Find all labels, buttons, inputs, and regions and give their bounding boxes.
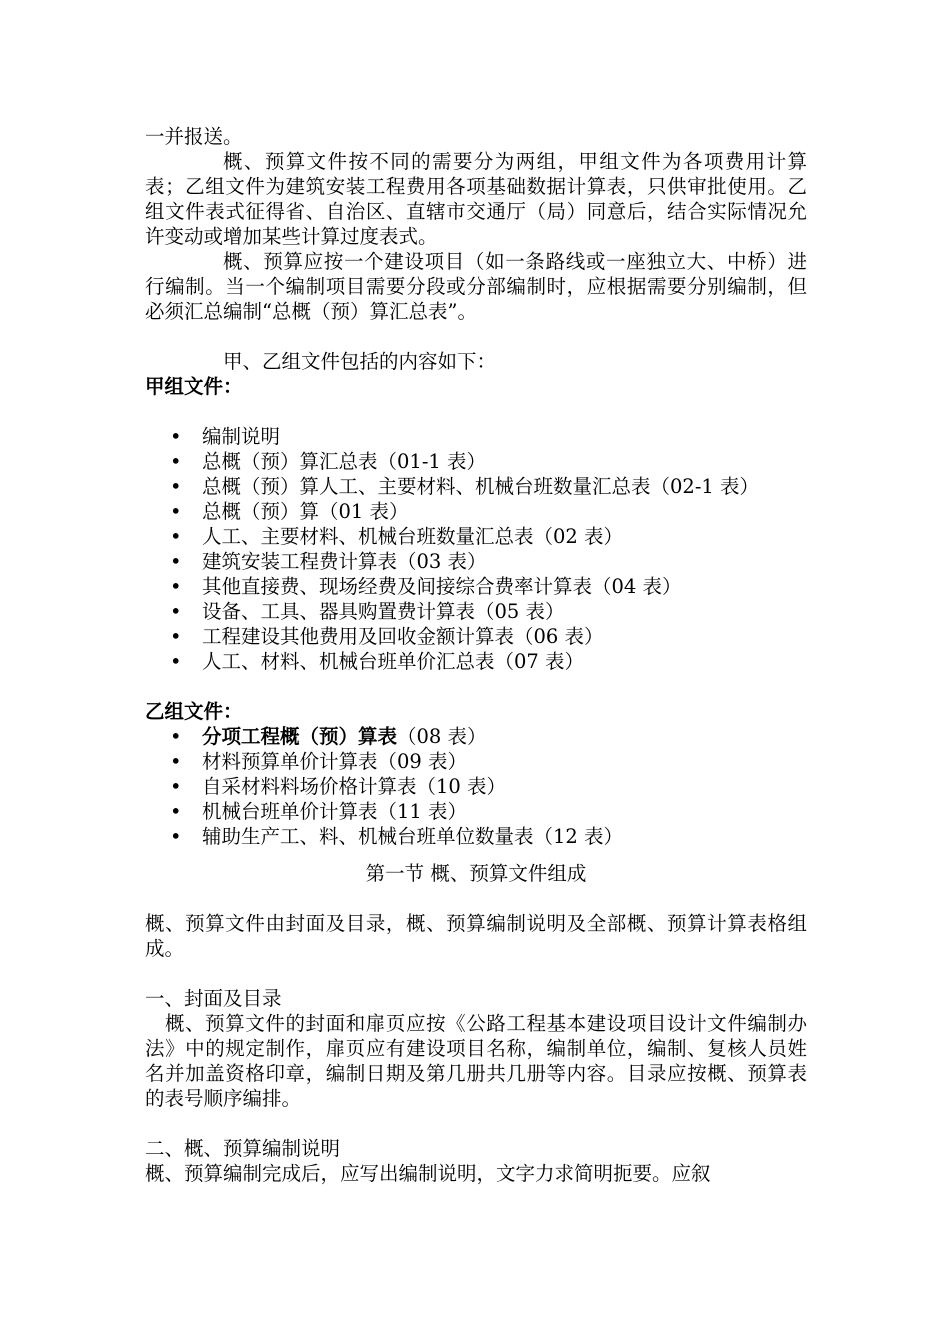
paragraph-composition: 概、预算文件由封面及目录，概、预算编制说明及全部概、预算计算表格组成。 <box>145 912 807 960</box>
list-item-text: 机械台班单价计算表（11 表） <box>202 800 468 823</box>
group-a-list <box>145 424 807 674</box>
list-item <box>145 524 807 549</box>
paragraph-cover: 概、预算文件的封面和扉页应按《公路工程基本建设项目设计文件编制办法》中的规定制作，扉页应有建设项目名称，编制单位，编制、复核人员姓名并加盖资格印章，编制日期及第几册共几册等内容。目录应按概、预算表的表号顺序编排。 <box>145 1012 807 1110</box>
list-item-text: 建筑安装工程费计算表（03 表） <box>202 550 487 573</box>
list-item-text: （08 表） <box>397 725 487 748</box>
list-item-text: 编制说明 <box>202 425 281 448</box>
list-item <box>145 599 807 624</box>
spacer <box>145 1111 807 1136</box>
list-item-text: 辅助生产工、料、机械台班单位数量表（12 表） <box>202 825 624 848</box>
group-a-heading: 甲组文件： <box>145 375 243 398</box>
spacer <box>145 886 807 911</box>
bullet-icon: • <box>170 800 182 823</box>
list-item <box>145 549 807 574</box>
paragraph-description: 概、预算编制完成后，应写出编制说明，文字力求简明扼要。应叙 <box>145 1162 711 1185</box>
list-item <box>145 724 807 749</box>
bullet-icon: • <box>170 750 182 773</box>
list-item-text: 工程建设其他费用及回收金额计算表（06 表） <box>202 625 604 648</box>
list-item <box>145 749 807 774</box>
list-item <box>145 424 807 449</box>
bullet-icon: • <box>170 475 182 498</box>
list-item <box>145 799 807 824</box>
bullet-icon: • <box>170 450 182 473</box>
subheading-description: 二、概、预算编制说明 <box>145 1137 341 1160</box>
list-item <box>145 774 807 799</box>
list-item <box>145 824 807 849</box>
list-item-text: 人工、主要材料、机械台班数量汇总表（02 表） <box>202 525 624 548</box>
bullet-icon: • <box>170 775 182 798</box>
document-body <box>145 124 807 1186</box>
list-item-text: 材料预算单价计算表（09 表） <box>202 750 468 773</box>
list-item-text: 人工、材料、机械台班单价汇总表（07 表） <box>202 650 585 673</box>
list-item-text: 总概（预）算汇总表（01-1 表） <box>202 450 487 473</box>
list-item-text: 设备、工具、器具购置费计算表（05 表） <box>202 600 565 623</box>
group-b-heading: 乙组文件： <box>145 700 243 723</box>
bullet-icon: • <box>170 550 182 573</box>
paragraph-continuation: 一并报送。 <box>145 125 243 148</box>
spacer <box>145 961 807 986</box>
bullet-icon: • <box>170 500 182 523</box>
list-item <box>145 449 807 474</box>
list-item-text-bold: 分项工程概（预）算表 <box>202 725 398 748</box>
list-item <box>145 624 807 649</box>
spacer <box>145 849 807 861</box>
spacer <box>145 674 807 699</box>
list-item <box>145 649 807 674</box>
list-item <box>145 574 807 599</box>
spacer <box>145 324 807 349</box>
list-item <box>145 499 807 524</box>
bullet-icon: • <box>170 525 182 548</box>
section-title: 第一节 概、预算文件组成 <box>365 862 587 885</box>
bullet-icon: • <box>170 825 182 848</box>
paragraph-compilation-rule: 概、预算应按一个建设项目（如一条路线或一座独立大、中桥）进行编制。当一个编制项目需要分段或分部编制时，应根据需要分别编制，但必须汇总编制“总概（预）算汇总表”。 <box>145 250 807 323</box>
subheading-cover: 一、封面及目录 <box>145 987 282 1010</box>
bullet-icon: • <box>170 600 182 623</box>
paragraph-file-groups: 概、预算文件按不同的需要分为两组，甲组文件为各项费用计算表；乙组文件为建筑安装工程费用各项基础数据计算表，只供审批使用。乙组文件表式征得省、自治区、直辖市交通厅（局）同意后，结合实际情况允许变动或增加某些计算过度表式。 <box>145 150 807 248</box>
bullet-icon: • <box>170 575 182 598</box>
bullet-icon: • <box>170 725 182 748</box>
group-b-list <box>145 724 807 849</box>
list-item-text: 总概（预）算（01 表） <box>202 500 409 523</box>
bullet-icon: • <box>170 650 182 673</box>
list-item <box>145 474 807 499</box>
bullet-icon: • <box>170 625 182 648</box>
list-item-text: 自采材料料场价格计算表（10 表） <box>202 775 507 798</box>
list-item-text: 总概（预）算人工、主要材料、机械台班数量汇总表（02-1 表） <box>202 475 760 498</box>
list-item-text: 其他直接费、现场经费及间接综合费率计算表（04 表） <box>202 575 682 598</box>
paragraph-contents-intro: 甲、乙组文件包括的内容如下： <box>223 350 497 373</box>
spacer <box>145 399 807 424</box>
bullet-icon: • <box>170 425 182 448</box>
